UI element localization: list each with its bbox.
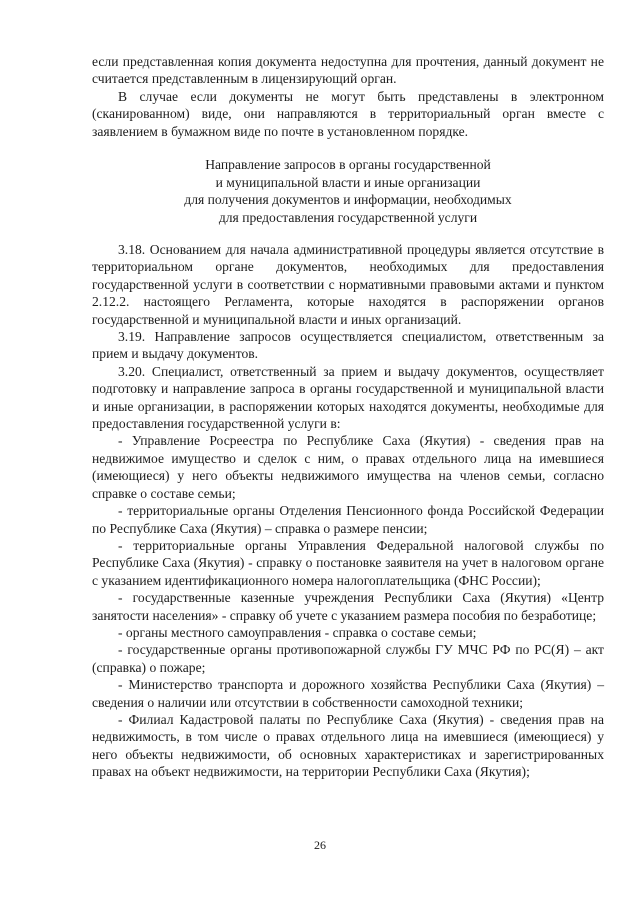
heading-line-4: для предоставления государственной услуги — [218, 209, 478, 225]
body-block — [92, 241, 604, 781]
list-item: - Министерство транспорта и дорожного хозяйства Республики Саха (Якутия) – сведения о наличии или отсутствии в собственности самоходной техники; — [92, 677, 604, 710]
paragraph-3-20: 3.20. Специалист, ответственный за прием и выдачу документов, осуществляет подготовку и направление запроса в органы государственной и муниципальной власти и иные организации, в распоряжении которых находятся документы, необходимые для предоставления государственной услуги в: — [92, 363, 604, 432]
section-heading — [92, 156, 604, 226]
list-item: - Управление Росреестра по Республике Саха (Якутия) - сведения прав на недвижимое имущество и сделок с ним, о правах отдельного лица на имевшиеся (имеющиеся) у него объекты недвижимого имущества на членов семьи, согласно справке о составе семьи; — [92, 433, 604, 501]
page-number: 26 — [314, 838, 326, 852]
intro-paragraph-2: В случае если документы не могут быть представлены в электронном (сканированном) виде, они направляются в территориальный орган вместе с заявлением в бумажном виде по почте в установленном порядке. — [92, 88, 604, 139]
intro-block — [92, 53, 604, 140]
paragraph-3-18: 3.18. Основанием для начала административной процедуры является отсутствие в территориальном органе документов, необходимых для предоставления государственной услуги в соответствии с нормативными правовыми актами и пунктом 2.12.2. настоящего Регламента, которые находятся в распоряжении органов государственной и муниципальной власти и иных организаций. — [92, 242, 604, 327]
paragraph-3-19: 3.19. Направление запросов осуществляется специалистом, ответственным за прием и выдачу документов. — [92, 329, 604, 362]
list-item: - государственные органы противопожарной службы ГУ МЧС РФ по РС(Я) – акт (справка) о пожаре; — [92, 642, 604, 675]
heading-line-3: для получения документов и информации, необходимых — [184, 192, 512, 208]
heading-line-1: Направление запросов в органы государственной — [205, 157, 491, 172]
intro-paragraph-1: если представленная копия документа недоступна для прочтения, данный документ не считается представленным в лицензирующий орган. — [92, 54, 604, 87]
list-item: - территориальные органы Отделения Пенсионного фонда Российской Федерации по Республике Саха (Якутия) – справка о размере пенсии; — [92, 503, 604, 536]
list-item: - территориальные органы Управления Федеральной налоговой службы по Республике Саха (Якутия) - справку о постановке заявителя на учет в налоговом органе с указанием идентификационного номера налогоплательщика (ФНС России); — [92, 537, 604, 588]
list-item: - органы местного самоуправления - справка о составе семьи; — [118, 624, 477, 640]
heading-line-2: и муниципальной власти и иные организации — [215, 174, 481, 190]
list-item: - Филиал Кадастровой палаты по Республике Саха (Якутия) - сведения прав на недвижимость, в том числе о правах отдельного лица на имевшиеся (имеющиеся) у него объекты недвижимости, об основных характеристиках и зарегистрированных правах на объект недвижимости, на территории Республики Саха (Якутия); — [92, 711, 604, 780]
list-item: - государственные казенные учреждения Республики Саха (Якутия) «Центр занятости населения» - справку об учете с указанием размера пособия по безработице; — [92, 590, 604, 623]
